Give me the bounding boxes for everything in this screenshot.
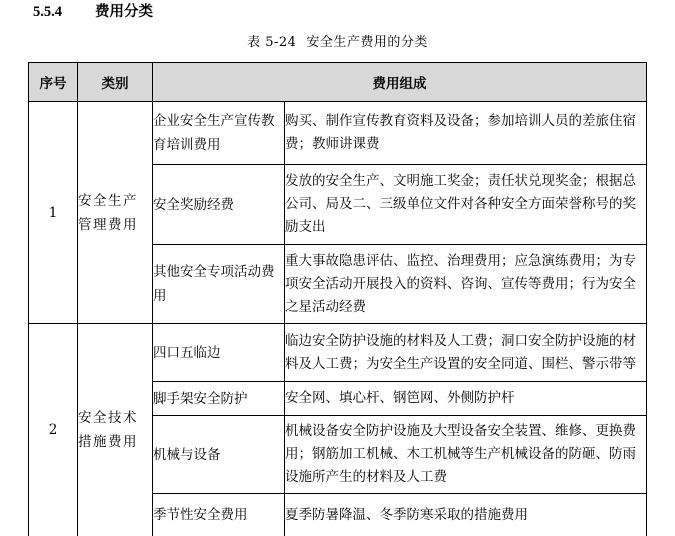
cost-item: 安全奖励经费 xyxy=(153,165,285,245)
cost-composition: 夏季防暑降温、冬季防寒采取的措施费用 xyxy=(285,494,647,536)
group-number: 2 xyxy=(29,324,78,536)
table-caption xyxy=(0,33,675,53)
table-row xyxy=(29,324,647,382)
header-no: 序号 xyxy=(29,63,78,102)
cost-composition: 购买、制作宣传教育资料及设备；参加培训人员的差旅住宿费；教师讲课费 xyxy=(285,102,647,165)
table-caption-number: 表 5-24 xyxy=(247,35,296,50)
cost-item: 季节性安全费用 xyxy=(153,494,285,536)
table-header-row xyxy=(29,63,647,102)
group-category: 安全技术措施费用 xyxy=(78,324,153,536)
group-category: 安全生产管理费用 xyxy=(78,102,153,324)
cost-item: 企业安全生产宣传教育培训费用 xyxy=(153,102,285,165)
cost-item: 脚手架安全防护 xyxy=(153,382,285,416)
header-category: 类别 xyxy=(78,63,153,102)
section-title: 费用分类 xyxy=(95,4,153,20)
cost-composition: 安全网、填心杆、钢笆网、外侧防护杆 xyxy=(285,382,647,416)
cost-classification-table xyxy=(28,62,647,536)
table-caption-title: 安全生产费用的分类 xyxy=(306,35,428,50)
cost-composition: 发放的安全生产、文明施工奖金；责任状兑现奖金；根据总公司、局及二、三级单位文件对各种安全方面荣誉称号的奖励支出 xyxy=(285,165,647,245)
cost-item: 机械与设备 xyxy=(153,416,285,494)
section-number: 5.5.4 xyxy=(33,2,95,22)
cost-composition: 临边安全防护设施的材料及人工费；洞口安全防护设施的材料及人工费；为安全生产设置的安全同道、围栏、警示带等 xyxy=(285,324,647,382)
group-number: 1 xyxy=(29,102,78,324)
cost-item: 四口五临边 xyxy=(153,324,285,382)
cost-composition: 重大事故隐患评估、监控、治理费用；应急演练费用；为专项安全活动开展投入的资料、咨询、宣传等费用；行为安全之星活动经费 xyxy=(285,245,647,324)
cost-item: 其他安全专项活动费用 xyxy=(153,245,285,324)
table-row xyxy=(29,102,647,165)
cost-composition: 机械设备安全防护设施及大型设备安全装置、维修、更换费用；钢筋加工机械、木工机械等生产机械设备的防砸、防雨设施所产生的材料及人工费 xyxy=(285,416,647,494)
header-composition: 费用组成 xyxy=(153,63,647,102)
section-heading xyxy=(33,2,153,22)
